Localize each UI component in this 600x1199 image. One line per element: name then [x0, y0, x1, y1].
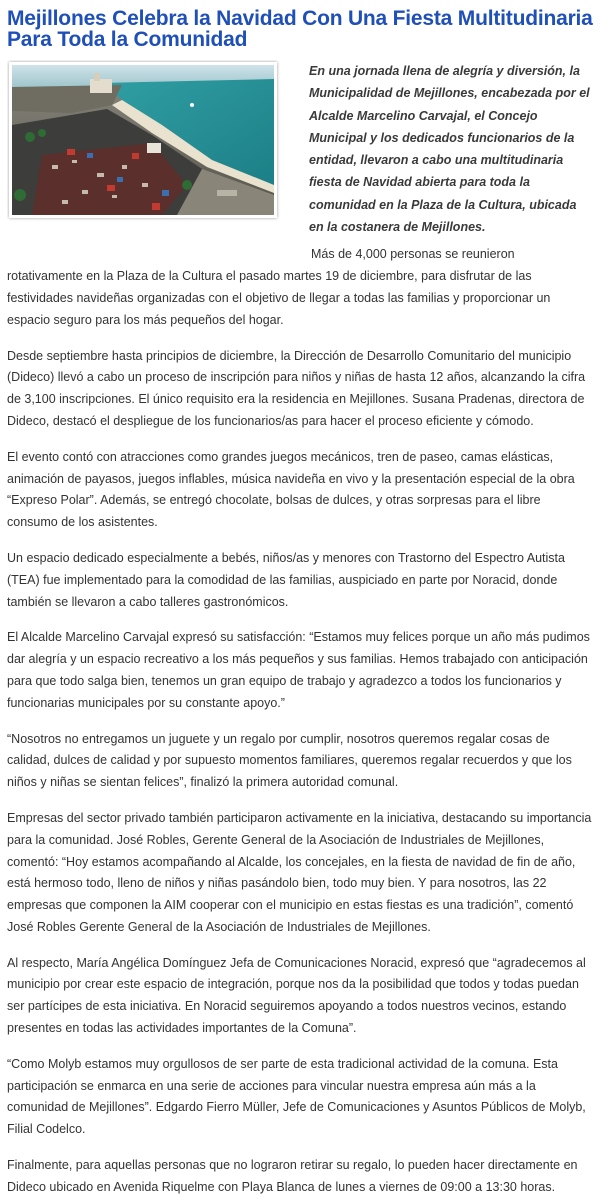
paragraph: El Alcalde Marcelino Carvajal expresó su satisfacción: “Estamos muy felices porque un año más pudimos dar alegría y un espacio recreativo a los más pequeños y sus familias. Hemos trabajado con anticipación para que todo salga bien, tenemos un gran equipo de trabajo y agradezco a todos los funcionarios y funcionarias municipales por su constante apoyo.”	[7, 630, 590, 710]
paragraph: “Como Molyb estamos muy orgullosos de ser parte de esta tradicional actividad de la comuna. Esta participación se enmarca en una serie de acciones para vincular nuestra empresa aún más a la comunidad de Mejillones”. Edgardo Fierro Müller, Jefe de Comunicaciones y Asuntos Públicos de Molyb, Filial Codelco.	[7, 1056, 586, 1137]
paragraph: Desde septiembre hasta principios de diciembre, la Dirección de Desarrollo Comunitario del municipio (Dideco) llevó a cabo un proceso de inscripción para niños y niñas de hasta 12 años, alcanzando la cifra de 3,100 inscripciones. El único requisito era la residencia en Mejillones. Susana Pradenas, directora de Dideco, destacó el despliegue de los funcionarios/as para hacer el proceso eficiente y cómodo.	[7, 348, 586, 428]
paragraph: “Nosotros no entregamos un juguete y un regalo por cumplir, nosotros queremos regalar cosas de calidad, dulces de calidad y por supuesto momentos familiares, queremos regalar recuerdos y que los niños y niñas se sientan felices”, finalizó la primera autoridad comunal.	[7, 731, 572, 790]
paragraph: Un espacio dedicado especialmente a bebés, niños/as y menores con Trastorno del Espectro Autista (TEA) fue implementado para la comodidad de las familias, auspiciado en parte por Noracid, donde también se llevaron a cabo talleres gastronómicos.	[7, 550, 565, 609]
aerial-photo-plaza	[9, 62, 277, 218]
paragraph: Finalmente, para aquellas personas que no lograron retirar su regalo, lo pueden hacer directamente en Dideco ubicado en Avenida Riquelme con Playa Blanca de lunes a viernes de 09:00 a 13:30 horas.	[7, 1158, 578, 1194]
paragraph: Empresas del sector privado también participaron activamente en la iniciativa, destacando su importancia para la comunidad. José Robles, Gerente General de la Asociación de Industriales de Mejillones, comentó: “Hoy estamos acompañando al Alcalde, los concejales, en la fiesta de navidad de fin de año, está hermoso todo, lleno de niños y niñas pasándolo bien, todo muy bien. Y para nosotros, las 22 empresas que componen la AIM cooperar con el municipio en estas fiestas es una tradición”, comentó José Robles Gerente General de la Asociación de Industriales de Mejillones.	[7, 810, 592, 934]
paragraph: Al respecto, María Angélica Domínguez Jefa de Comunicaciones Noracid, expresó que “agradecemos al municipio por crear este espacio de integración, porque nos da la posibilidad que todos y todas puedan ser partícipes de esta iniciativa. En Noracid seguiremos apoyando a todos nuestros vecinos, estando presentes en todas las actividades importantes de la Comuna”.	[7, 955, 586, 1036]
paragraph: El evento contó con atracciones como grandes juegos mecánicos, tren de paseo, camas elásticas, animación de payasos, juegos inflables, música navideña en vivo y la presentación especial de la obra “Expreso Polar”. Además, se entregó chocolate, bolsas de dulces, y otras sorpresas para el libre consumo de los asistentes.	[7, 449, 575, 530]
article-title: Mejillones Celebra la Navidad Con Una Fiesta Multitudinaria Para Toda la Comunidad	[7, 7, 593, 51]
paragraph: Más de 4,000 personas se reunieron rotativamente en la Plaza de la Cultura el pasado martes 19 de diciembre, para disfrutar de las festividades navideñas organizadas con el objetivo de llegar a todas las familias y proporcionar un espacio seguro para los más pequeños del hogar.	[7, 247, 551, 327]
article-intro	[7, 60, 593, 238]
article-lead: En una jornada llena de alegría y diversión, la Municipalidad de Mejillones, encabezada por el Alcalde Marcelino Carvajal, el Concejo Municipal y los dedicados funcionarios de la entidad, llevaron a cabo una multitudinaria fiesta de Navidad abierta para toda la comunidad en la Plaza de la Cultura, ubicada en la costanera de Mejillones.	[309, 64, 590, 235]
